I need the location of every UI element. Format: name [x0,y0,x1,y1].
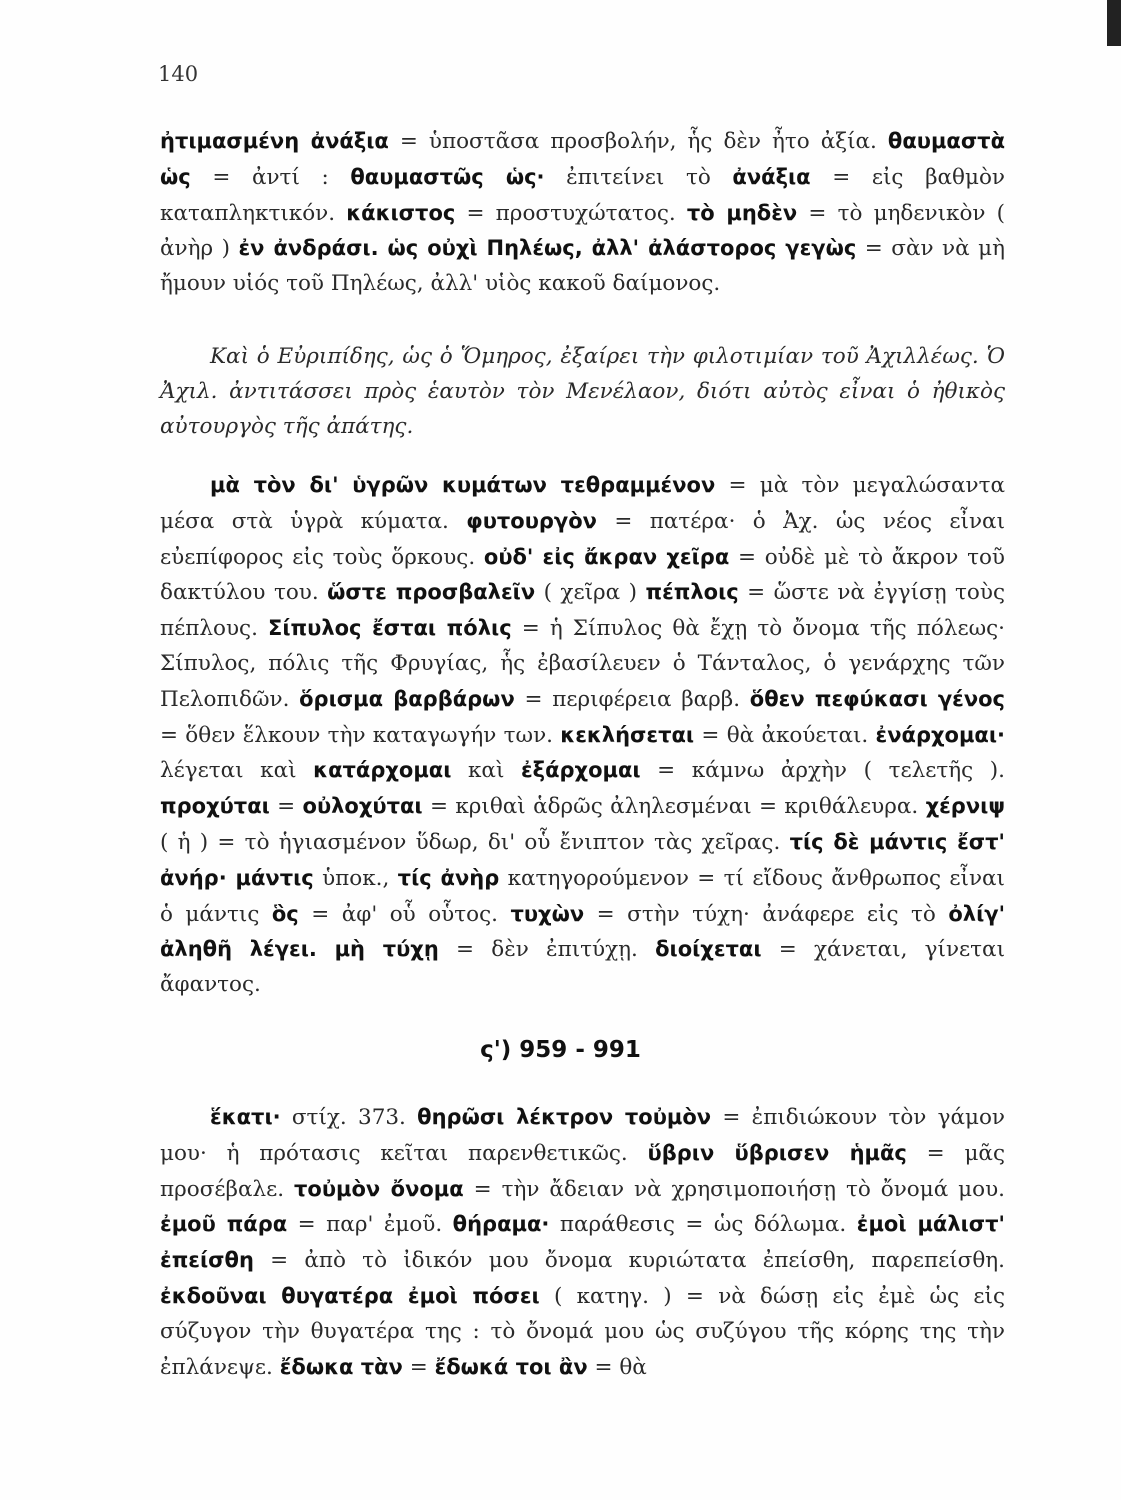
lemma-term: θαυμαστῶς ὡς· [350,164,545,189]
gloss-text: λέγεται καὶ [160,758,314,784]
lemma-term: διοίχεται [655,937,762,962]
lemma-term: θαυμαστὰ ὡς [160,129,1006,189]
lemma-term: ὕβριν ὕβρισεν ἡμᾶς [647,1140,907,1165]
gloss-text: ( ἡ ) = τὸ ἡγιασμένον ὕδωρ, δι' οὗ ἔνιπτον τὰς χεῖρας. [160,829,790,855]
gloss-text: = μᾶς προσέβαλε. [160,1140,1005,1202]
gloss-text: = κριθαὶ ἁδρῶς ἀληλεσμέναι = κριθάλευρα. [422,794,926,820]
lemma-term: οὐλοχύται [302,794,423,819]
lemma-term: Σίπυλος ἔσται πόλις [268,616,512,641]
gloss-text: = [269,794,303,820]
lemma-term: ἐμοὶ μάλιστ' ἐπείσθη [160,1212,1005,1273]
gloss-text: στίχ. 373. [280,1105,418,1130]
gloss-text: = παρ' ἐμοῦ. [287,1212,453,1238]
lemma-term: κάκιστος [346,200,456,225]
gloss-text: = χάνεται, γίνεται ἄφαντος. [160,937,1006,998]
gloss-text: = σὰν νὰ μὴ ἤμουν υἱός τοῦ Πηλέως, ἀλλ' υἱὸς κακοῦ δαίμονος. [160,236,1005,297]
gloss-text: = εἰς βαθμὸν καταπληκτικόν. [160,164,1005,226]
gloss-text: κατηγορούμενον = τί εἴδους ἄνθρωπος εἶναι ὁ μάντις [160,865,1005,927]
gloss-text: = θὰ [587,1354,647,1380]
gloss-text: = οὐδὲ μὲ τὸ ἄκρον τοῦ δακτύλου του. [160,544,1005,606]
lemma-term: ἀνάξια [732,164,811,189]
lemma-term: χέρνιψ [925,794,1005,819]
gloss-text: = ὥστε νὰ ἐγγίσῃ τοὺς πέπλους. [160,580,1005,642]
lemma-term: ἐξάρχομαι [520,758,641,783]
lemma-term: πέπλοις [645,580,739,605]
lemma-term: μὰ τὸν δι' ὑγρῶν κυμάτων τεθραμμένον [210,473,716,497]
gloss-text: = προστυχώτατος. [455,200,687,226]
lemma-term: ἔδωκά τοι ἂν [434,1354,588,1379]
lemma-term: οὐδ' εἰς ἄκραν χεῖρα [483,544,730,569]
gloss-text: = περιφέρεια βαρβ. [514,686,750,712]
gloss-text: = [402,1354,435,1380]
lemma-term: θήραμα· [452,1212,550,1237]
lemma-term: ὅθεν πεφύκασι γένος [749,686,1005,711]
gloss-text: = ἀπὸ τὸ ἰδικόν μου ὄνομα κυριώτατα ἐπείσθη, παρεπείσθη. [253,1248,1005,1274]
paragraph-glossary-2 [160,468,1005,1003]
lemma-term: τίς δὲ μάντις ἔστ' ἀνήρ· μάντις [160,829,1005,890]
gloss-text: ὑποκ., [313,865,398,891]
lemma-term: φυτουργὸν [466,508,597,533]
lemma-term: προχύται [160,794,270,819]
gloss-text: = ὅθεν ἕλκουν τὴν καταγωγήν των. [160,722,561,748]
lemma-term: ἕκατι· [210,1105,281,1129]
paragraph-glossary-1 [160,124,1005,302]
page-number: 140 [158,62,199,86]
lemma-term: τυχὼν [510,901,585,926]
lemma-term: ὥστε προσβαλεῖν [327,580,536,605]
page-edge-shadow [1107,0,1121,46]
gloss-text: ( χεῖρα ) [535,580,646,606]
gloss-text: = ἀντί : [190,164,351,190]
gloss-text: = στὴν τύχη· ἀνάφερε εἰς τὸ [584,901,949,927]
paragraph-commentary [160,340,1005,444]
lemma-term: ἐνάρχομαι· [875,722,1006,747]
lemma-term: κεκλήσεται [560,722,695,747]
lemma-term: ἠτιμασμένη ἀνάξια [160,129,389,153]
lemma-term: ὀλίγ' ἀληθῆ λέγει. μὴ τύχῃ [160,901,1005,962]
gloss-text: = κάμνω ἀρχὴν ( τελετῆς ). [640,758,1005,784]
gloss-text: = δὲν ἐπιτύχῃ. [438,937,656,963]
gloss-text: ἐπιτείνει τὸ [544,164,733,190]
gloss-text: = μὰ τὸν μεγαλώσαντα μέσα στὰ ὑγρὰ κύματα. [160,473,1005,534]
lemma-term: τοὐμὸν ὄνομα [294,1176,464,1201]
section-heading: ς') 959 - 991 [480,1037,641,1063]
lemma-term: θηρῶσι λέκτρον τοὐμὸν [417,1105,712,1129]
gloss-text: = τὸ μηδενικὸν ( ἀνὴρ ) [160,200,1006,262]
gloss-text: ( κατηγ. ) = νὰ δώσῃ εἰς ἐμὲ ὡς εἰς σύζυγον τὴν θυγατέρα της : τὸ ὄνομά μου ὡς συζύγου τῆς κόρης της τὴν ἐπλάνεψε. [160,1283,1005,1380]
lemma-term: κατάρχομαι [313,758,452,783]
lemma-term: ὅρισμα βαρβάρων [299,686,515,711]
lemma-term: ἐκδοῦναι θυγατέρα ἐμοὶ πόσει [160,1283,540,1308]
gloss-text: = τὴν ἄδειαν νὰ χρησιμοποιήσῃ τὸ ὄνομά μου. [463,1176,1005,1202]
lemma-term: τίς ἀνὴρ [397,865,500,890]
commentary-text: Καὶ ὁ Εὐριπίδης, ὡς ὁ Ὅμηρος, ἐξαίρει τὴν φιλοτιμίαν τοῦ Ἀχιλλέως. Ὁ Ἀχιλ. ἀντιτάσσει πρὸς ἑαυτὸν τὸν Μενέλαον, διότι αὐτὸς εἶναι ὁ ἠθικὸς αὐτουργὸς τῆς ἀπάτης. [160,344,1005,439]
gloss-text: καὶ [451,758,521,784]
lemma-term: ἐν ἀνδράσι. ὡς οὐχὶ Πηλέως, ἀλλ' ἀλάστορος γεγὼς [238,236,857,261]
paragraph-glossary-3 [160,1100,1005,1385]
gloss-text: = ἐπιδιώκουν τὸν γάμον μου· ἡ πρότασις κεῖται παρενθετικῶς. [160,1105,1005,1166]
lemma-term: ὃς [271,901,299,926]
lemma-term: τὸ μηδὲν [686,200,798,225]
gloss-text: = πατέρα· ὁ Ἀχ. ὡς νέος εἶναι εὐεπίφορος εἰς τοὺς ὅρκους. [160,508,1006,570]
gloss-text: = ἡ Σίπυλος θὰ ἔχῃ τὸ ὄνομα τῆς πόλεως· Σίπυλος, πόλις τῆς Φρυγίας, ἧς ἐβασίλευεν ὁ Τάνταλος, ὁ γενάρχης τῶν Πελοπιδῶν. [160,616,1006,712]
gloss-text: = θὰ ἀκούεται. [694,722,876,748]
lemma-term: ἔδωκα τὰν [279,1354,403,1379]
gloss-text: παράθεσις = ὡς δόλωμα. [549,1212,857,1238]
gloss-text: = ὑποστᾶσα προσβολήν, ἧς δὲν ἦτο ἀξία. [388,129,888,154]
gloss-text: = ἀφ' οὗ οὗτος. [298,901,511,927]
lemma-term: ἐμοῦ πάρα [160,1212,288,1237]
